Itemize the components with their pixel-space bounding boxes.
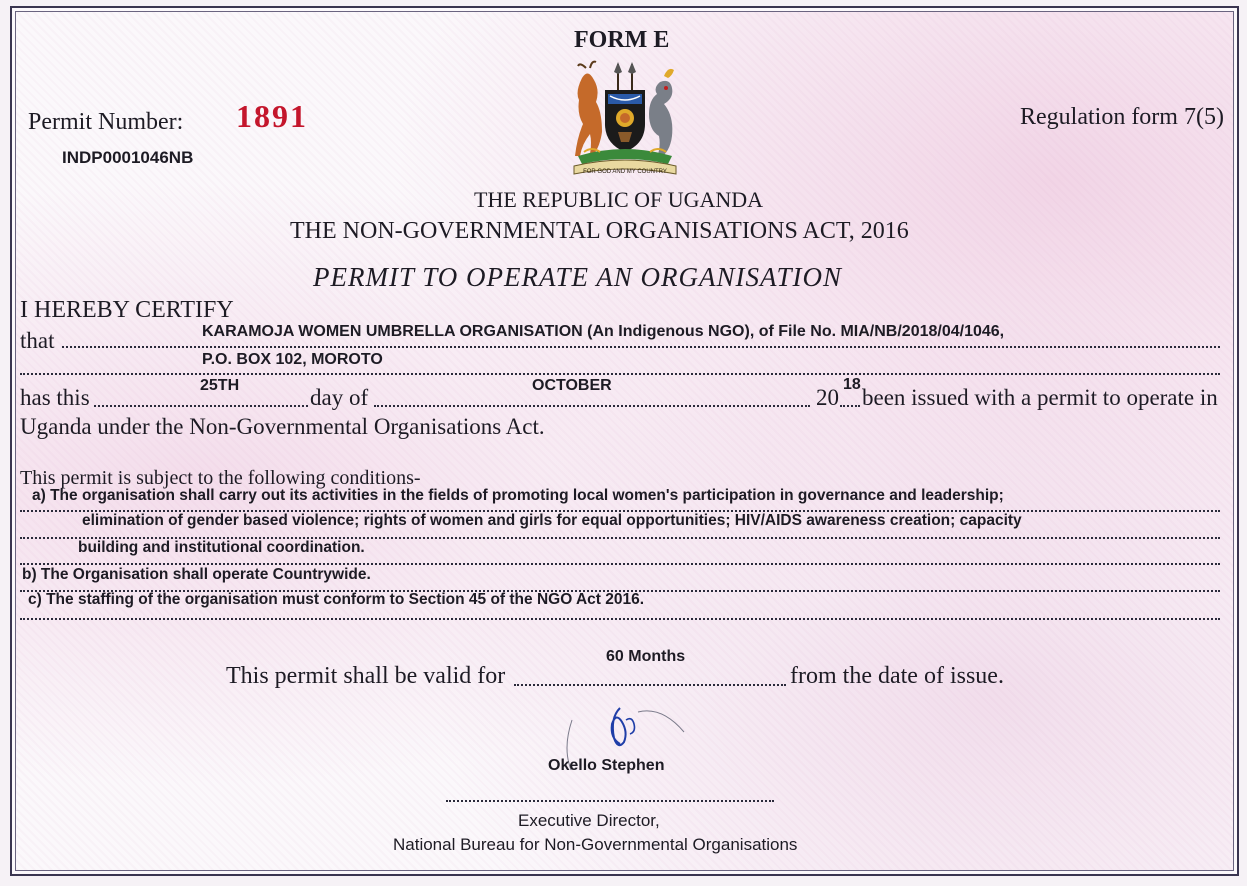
validity-prefix: This permit shall be valid for: [226, 663, 506, 689]
condition-a-end: building and institutional coordination.: [78, 539, 365, 556]
uganda-act-line: Uganda under the Non-Governmental Organisations Act.: [20, 414, 545, 439]
registration-code: INDP0001046NB: [62, 148, 194, 167]
year-line: [840, 405, 860, 407]
organisation-name: KARAMOJA WOMEN UMBRELLA ORGANISATION (An Indigenous NGO), of File No. MIA/NB/2018/04/1046,: [202, 323, 1005, 340]
day-line: [94, 405, 308, 407]
conditions-intro: This permit is subject to the following conditions-: [20, 467, 421, 489]
regulation-form: Regulation form 7(5): [1020, 104, 1224, 130]
issue-month: OCTOBER: [532, 377, 612, 394]
signatory-title: Executive Director,: [518, 811, 660, 830]
condition-b: b) The Organisation shall operate Countrywide.: [22, 566, 371, 583]
condition-line-3: [20, 563, 1220, 565]
coat-of-arms-emblem: [560, 60, 690, 186]
condition-line-5: [20, 618, 1220, 620]
permit-number-label: Permit Number:: [28, 109, 184, 135]
organisation-address: P.O. BOX 102, MOROTO: [202, 351, 383, 368]
address-line: [20, 373, 1220, 375]
signatory-organisation: National Bureau for Non-Governmental Organisations: [393, 835, 798, 854]
validity-suffix: from the date of issue.: [790, 663, 1004, 689]
validity-line: [514, 684, 786, 686]
validity-period: 60 Months: [606, 648, 686, 665]
condition-a: a) The organisation shall carry out its activities in the fields of promoting local women's participation in governance and leadership;: [32, 487, 1004, 504]
permit-number: 1891: [236, 98, 308, 134]
day-of-label: day of: [310, 385, 369, 410]
issued-text: been issued with a permit to operate in: [862, 385, 1218, 410]
form-title: FORM E: [574, 27, 670, 53]
signatory-name: Okello Stephen: [548, 757, 665, 774]
year-suffix: 18: [843, 376, 861, 393]
republic-heading: THE REPUBLIC OF UGANDA: [474, 187, 764, 212]
has-this-label: has this: [20, 385, 90, 410]
condition-c: c) The staffing of the organisation must conform to Section 45 of the NGO Act 2016.: [28, 591, 645, 608]
issue-day: 25TH: [200, 377, 240, 394]
that-label: that: [20, 328, 55, 353]
certify-heading: I HEREBY CERTIFY: [20, 297, 234, 323]
coat-of-arms-motto: FOR GOD AND MY COUNTRY: [583, 169, 667, 175]
month-line: [374, 405, 810, 407]
year-prefix: 20: [816, 385, 839, 410]
act-heading: THE NON-GOVERNMENTAL ORGANISATIONS ACT, 2016: [290, 218, 909, 244]
condition-a-continued: elimination of gender based violence; rights of women and girls for equal opportunities; HIV/AIDS awareness creation; capacity: [82, 512, 1022, 529]
signature-line: [446, 800, 774, 802]
permit-title: PERMIT TO OPERATE AN ORGANISATION: [313, 262, 842, 292]
organisation-line: [62, 346, 1220, 348]
